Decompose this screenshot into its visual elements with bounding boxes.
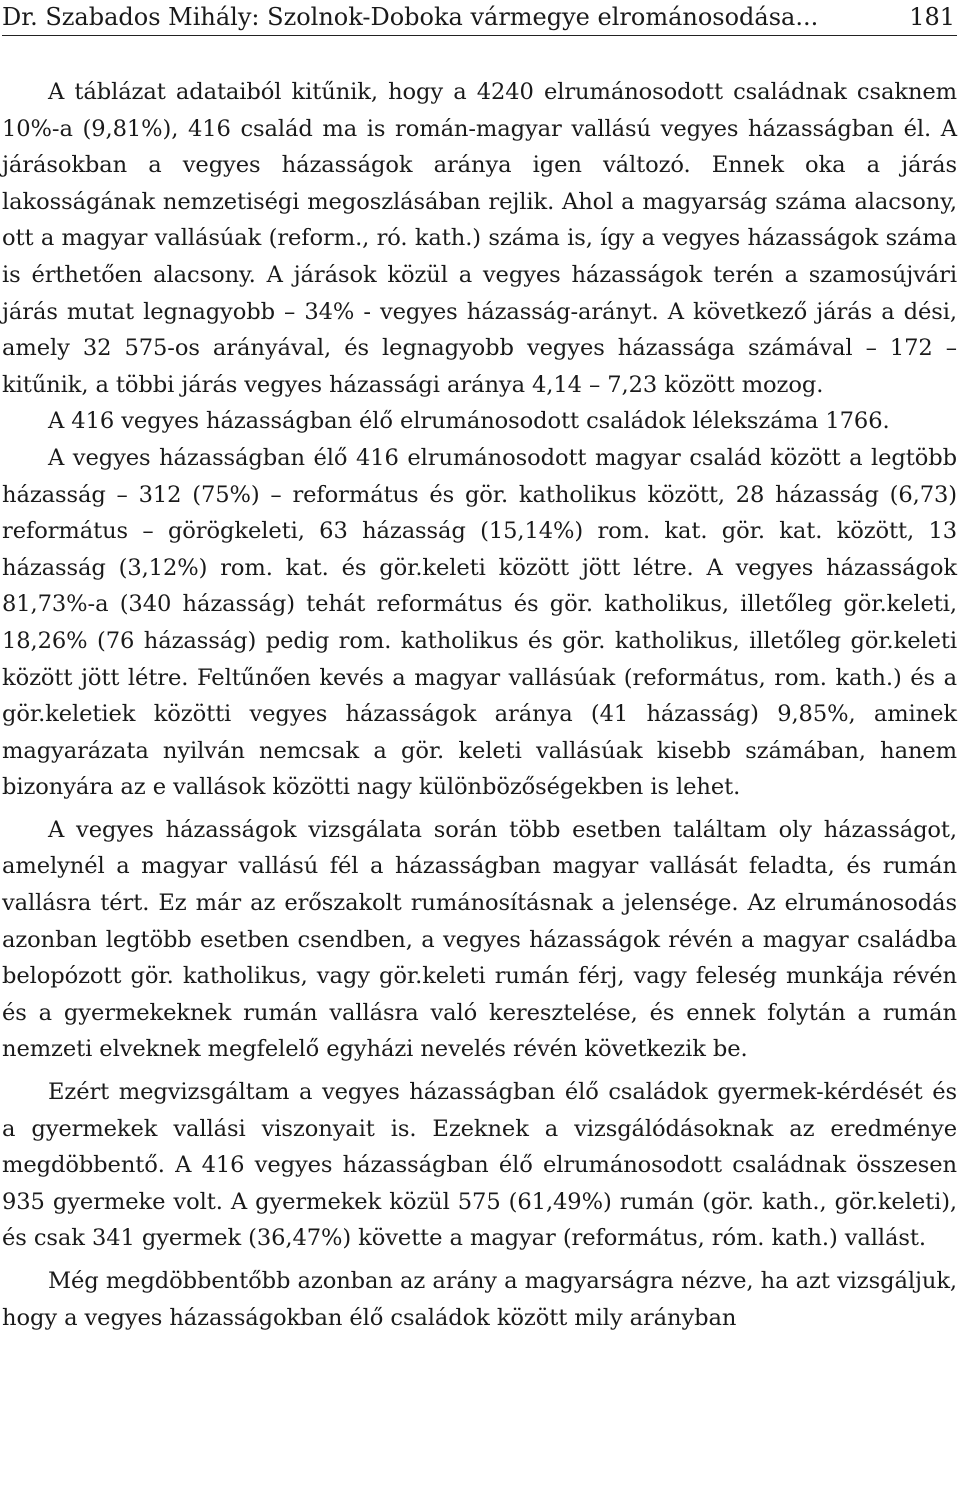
running-header [2,0,957,36]
body-text [2,74,957,1336]
paragraph-6: Még megdöbbentőbb azonban az arány a magyarságra nézve, ha azt vizsgáljuk, hogy a vegyes házasságokban élő családok között mily arányban [2,1268,957,1331]
paragraph-1: A táblázat adataiból kitűnik, hogy a 4240 elrumánosodott családnak csaknem 10%-a (9,81%), 416 család ma is román-magyar vallású vegyes házasságban él. A járásokban a vegyes házasságok aránya igen változó. Ennek oka a járás lakosságának nemzetiségi megoszlásában rejlik. Ahol a magyarság száma alacsony, ott a magyar vallásúak (reform., ró. kath.) száma is, így a vegyes házasságok száma is érthetően alacsony. A járások közül a vegyes házasságok terén a szamosújvári járás mutat legnagyobb – 34% - vegyes házasság-arányt. A következő járás a dési, amely 32 575-os arányával, és legnagyobb vegyes házassága számával – 172 – kitűnik, a többi járás vegyes házassági aránya 4,14 – 7,23 között mozog. [2,79,957,398]
paragraph-3: A vegyes házasságban élő 416 elrumánosodott magyar család között a legtöbb házasság – 312 (75%) – református és gör. katholikus között, 28 házasság (6,73) református – görögkeleti, 63 házasság (15,14%) rom. kat. gör. kat. között, 13 házasság (3,12%) rom. kat. és gör.keleti között jött létre. A vegyes házasságok 81,73%-a (340 házasság) tehát református és gör. katholikus, illetőleg gör.keleti, 18,26% (76 házasság) pedig rom. katholikus és gör. katholikus, illetőleg gör.keleti között jött létre. Feltűnően kevés a magyar vallásúak (református, rom. kath.) és a gör.keletiek közötti vegyes házasságok aránya (41 házasság) 9,85%, aminek magyarázata nyilván nemcsak a gör. keleti vallásúak kisebb számában, hanem bizonyára az e vallások közötti nagy különbözőségekben is lehet. [2,444,957,801]
paragraph-4: A vegyes házasságok vizsgálata során több esetben találtam oly házasságot, amelynél a magyar vallású fél a házasságban magyar vallását feladta, és rumán vallásra tért. Ez már az erőszakolt rumánosításnak a jelensége. Az elrumánosodás azonban legtöbb esetben csendben, a vegyes házasságok révén a magyar családba belopózott gör. katholikus, vagy gör.keleti rumán férj, vagy feleség munkája révén és a gyermekeknek rumán vallásra való keresztelése, és ennek folytán a rumán nemzeti elveknek megfelelő egyházi nevelés révén következik be. [2,816,957,1063]
paragraph-2: A 416 vegyes házasságban élő elrumánosodott családok lélekszáma 1766. [48,408,890,435]
document-page [2,0,957,1336]
page-number: 181 [909,3,955,31]
header-title: Dr. Szabados Mihály: Szolnok-Doboka vármegye elrománosodása... [2,3,819,31]
paragraph-5: Ezért megvizsgáltam a vegyes házasságban élő családok gyermek-kérdését és a gyermekek vallási viszonyait is. Ezeknek a vizsgálódásoknak az eredménye megdöbbentő. A 416 vegyes házasságban élő elrumánosodott családnak összesen 935 gyermeke volt. A gyermekek közül 575 (61,49%) rumán (gör. kath., gör.keleti), és csak 341 gyermek (36,47%) követte a magyar (református, róm. kath.) vallást. [2,1079,957,1252]
